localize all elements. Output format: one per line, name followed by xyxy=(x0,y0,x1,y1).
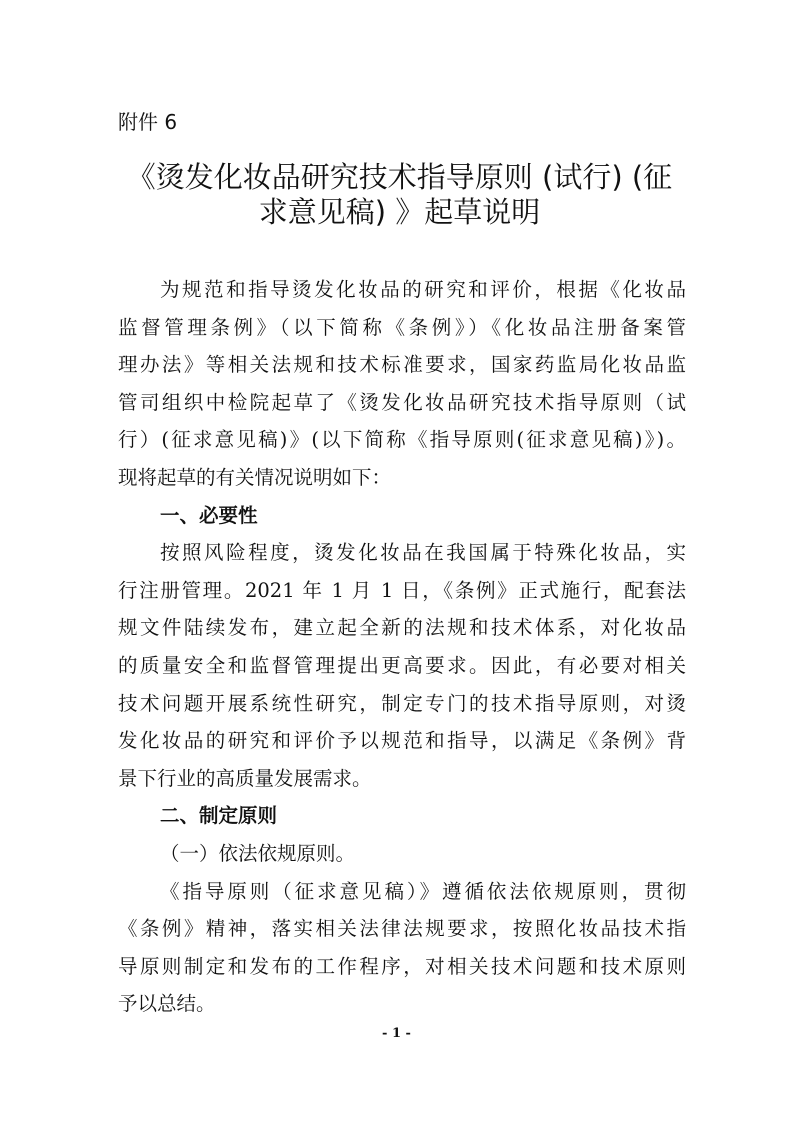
subsection-heading xyxy=(118,835,686,873)
text-line: 管司组织中检院起草了《烫发化妆品研究技术指导原则（试 xyxy=(118,390,686,414)
text-line: 规文件陆续发布，建立起全新的法规和技术体系，对化妆品 xyxy=(118,616,686,640)
text-line: 二、制定原则 xyxy=(160,804,278,828)
text-line: 按照风险程度，烫发化妆品在我国属于特殊化妆品，实 xyxy=(160,541,686,565)
text-line: 的质量安全和监督管理提出更高要求。因此，有必要对相关 xyxy=(118,653,686,677)
text-line: 景下行业的高质量发展需求。 xyxy=(118,766,372,790)
title-line: 《烫发化妆品研究技术指导原则 (试行) (征 xyxy=(126,160,673,194)
paragraph xyxy=(118,534,686,797)
attachment-label: 附件 6 xyxy=(118,110,178,134)
document-title xyxy=(112,160,687,230)
text-line: 予以总结。 xyxy=(118,992,216,1016)
text-line: 行）(征求意见稿)》(以下简称《指导原则(征求意见稿)》)。 xyxy=(118,428,686,452)
text-line: 为规范和指导烫发化妆品的研究和评价，根据《化妆品 xyxy=(160,278,686,301)
text-line: 一、必要性 xyxy=(160,503,258,527)
page-number: - 1 - xyxy=(382,1026,411,1041)
section-heading xyxy=(118,797,686,835)
text-line: 现将起草的有关情况说明如下： xyxy=(118,465,392,489)
text-line: 《指导原则（征求意见稿）》遵循依法依规原则，贯彻 xyxy=(160,879,686,903)
document-body xyxy=(118,271,686,1023)
paragraph xyxy=(118,873,686,1023)
text-line: 发化妆品的研究和评价予以规范和指导，以满足《条例》背 xyxy=(118,729,686,753)
text-line: 《条例》精神，落实相关法律法规要求，按照化妆品技术指 xyxy=(118,917,686,941)
paragraph xyxy=(118,271,686,497)
text-line: 理办法》等相关法规和技术标准要求，国家药监局化妆品监 xyxy=(118,353,686,377)
text-line: 行注册管理。2021 年 1 月 1 日，《条例》正式施行，配套法 xyxy=(118,578,686,602)
text-line: 监督管理条例》（以下简称《条例》）《化妆品注册备案管 xyxy=(118,315,686,339)
text-line: 导原则制定和发布的工作程序，对相关技术问题和技术原则 xyxy=(118,954,686,978)
title-line: 求意见稿) 》起草说明 xyxy=(258,195,541,229)
text-line: 技术问题开展系统性研究，制定专门的技术指导原则，对烫 xyxy=(118,691,686,715)
section-heading xyxy=(118,497,686,535)
text-line: （一）依法依规原则。 xyxy=(160,841,356,865)
